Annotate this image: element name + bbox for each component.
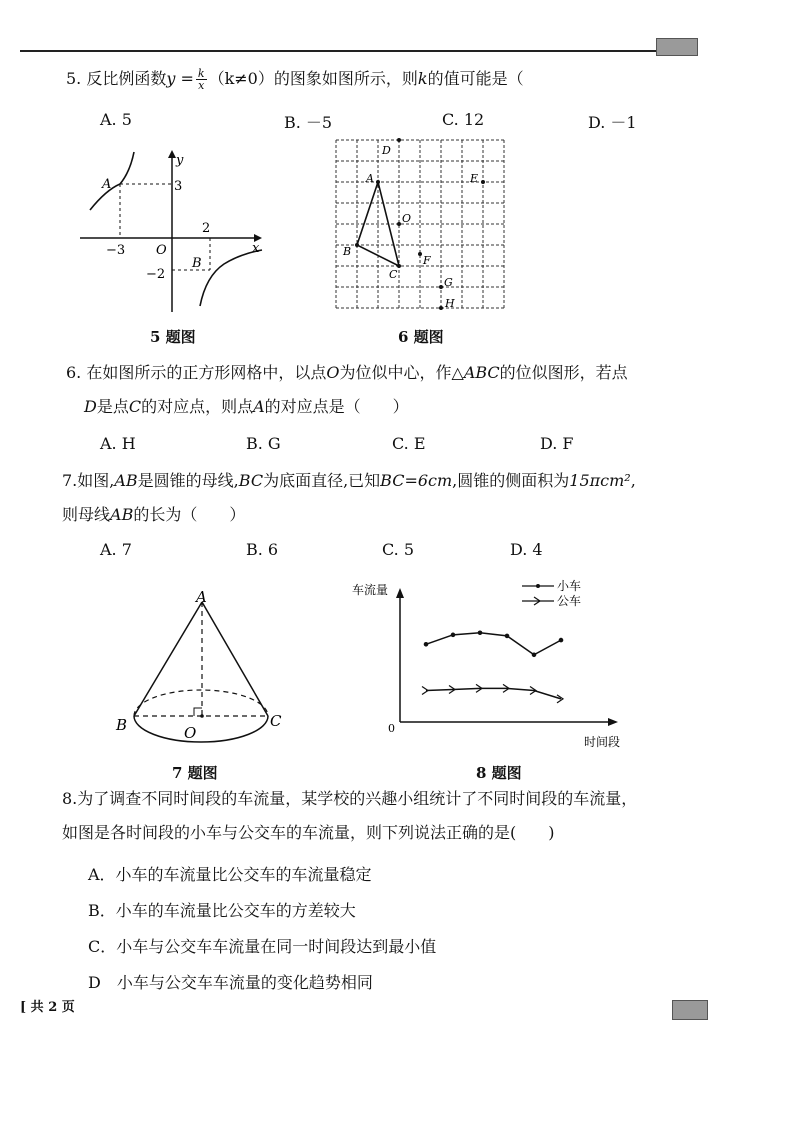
cone-slant-right [202,602,268,716]
tick-neg2: −2 [146,267,166,282]
label-b: B [343,245,352,258]
fraction-numerator: k [197,67,205,80]
q6-d: D [84,397,97,416]
q8-option-a[interactable]: A．小车的车流量比公交车的车流量稳定 [88,865,372,884]
point-d [397,138,401,142]
question-6-line-1 [66,362,628,384]
label-c: C [389,268,398,281]
point-f [418,252,422,256]
x-axis-label: 时间段 [584,735,621,749]
legend-car-marker [536,584,540,588]
q8-option-b[interactable]: B．小车的车流量比公交车的方差较大 [88,901,356,920]
q6-option-a[interactable]: A. H [100,434,136,453]
point-c [397,264,401,268]
figure-5-caption: 5 题图 [150,328,196,346]
q5-fraction [196,68,207,91]
q7-text-b: 是圆锥的母线, [137,471,239,490]
figure-6-caption: 6 题图 [398,328,444,346]
center-label: O [184,724,197,742]
q6-text-e: 的对应点，则点 [141,397,254,416]
question-7-line-2 [62,504,245,526]
point-a [376,180,380,184]
q6-c: C [128,397,142,416]
origin-label: O [156,243,167,258]
cone-slant-left [134,602,202,716]
q5-equation: y = [166,69,194,88]
figure-6-grid [334,138,506,314]
y-axis-label: y [176,153,184,168]
tick-2: 2 [202,221,211,236]
label-h: H [445,297,455,310]
label-e: E [470,172,479,185]
q7-text: 如图, [77,471,115,490]
series-bus-line [426,688,561,699]
footer-stamp-icon [672,1000,708,1020]
q5-text: 反比例函数 [86,69,167,88]
question-number: 8. [62,789,78,808]
tick-neg3: −3 [106,243,126,258]
right-label: C [270,712,282,730]
top-rule [20,50,660,52]
q5-option-d[interactable]: D. －1 [588,113,637,132]
page-count: [ 共 2 页 [20,1000,75,1015]
q8-text-b: 如图是各时间段的小车与公交车的车流量，则下列说法正确的是( ) [62,823,555,842]
scanner-stamp-icon [656,38,698,56]
question-6-line-2 [84,396,409,418]
q6-text-d: 是点 [96,397,129,416]
q5-option-b[interactable]: B. －5 [284,113,333,132]
figure-5-hyperbola [76,146,266,316]
q6-option-c[interactable]: C. E [392,434,426,453]
q8-text: 为了调查不同时间段的车流量，某学校的兴趣小组统计了不同时间段的车流量， [77,789,638,808]
point-b-label: B [192,256,202,271]
q5-text-c: 的值可能是（ [427,69,524,88]
figure-7-caption: 7 题图 [172,764,218,782]
car-point [424,642,429,647]
question-8-line-1 [62,788,637,810]
legend [522,579,581,608]
q7-text-g: 的长为（ ） [133,505,246,524]
q7-option-a[interactable]: A. 7 [100,540,132,559]
cone-base-front [134,716,268,742]
x-axis-label: x [252,241,260,256]
q7-bc-value: BC=6cm [380,471,453,490]
cone-base-back [134,690,268,716]
q5-text-b: 的图象如图所示，则 [273,69,418,88]
label-f: F [423,254,431,267]
q7-ab-2: AB [110,505,134,524]
car-point [451,633,456,638]
q6-a: A [253,397,265,416]
y-axis-arrow-icon [168,150,176,158]
q7-text-d: ,圆锥的侧面积为 [452,471,570,490]
q5-option-c[interactable]: C. 12 [442,110,485,129]
car-point [478,630,483,635]
label-o: O [402,212,412,225]
question-8-line-2 [62,822,555,844]
hyperbola-branch-lower [200,250,262,306]
q8-option-c[interactable]: C．小车与公交车车流量在同一时间段达到最小值 [88,937,437,956]
center-point [200,714,204,718]
q6-abc: ABC [463,363,500,382]
label-d: D [382,144,391,157]
apex-label: A [196,588,207,606]
q7-ab: AB [114,471,138,490]
fraction-denominator: x [198,79,205,92]
label-g: G [444,276,453,289]
y-axis-label: 车流量 [352,583,389,597]
point-o [397,222,401,226]
q6-text-c: 的位似图形，若点 [499,363,628,382]
question-7-line-1 [62,470,636,492]
q7-text-f: 则母线 [62,505,111,524]
q6-o: O [326,363,340,382]
q7-area: 15πcm² [569,471,631,490]
car-point [505,634,510,639]
question-number: 5. [66,69,82,88]
q7-option-b[interactable]: B. 6 [246,540,279,559]
origin-label: 0 [388,722,395,735]
hyperbola-branch-upper [90,152,134,210]
q6-option-b[interactable]: B. G [246,434,281,453]
car-point [559,638,564,643]
point-a-label: A [102,177,112,192]
q5-condition: （k≠0） [208,69,274,88]
question-number: 6. [66,363,82,382]
q7-option-c[interactable]: C. 5 [382,540,415,559]
q6-text-f: 的对应点是（ ） [264,397,409,416]
legend-car-label: 小车 [557,579,582,593]
label-a: A [366,172,374,185]
point-h [439,306,443,310]
series-car-line [426,633,561,655]
tick-3: 3 [174,179,183,194]
point-g [439,285,443,289]
q7-text-c: 为底面直径,已知 [263,471,381,490]
bus-point [422,687,428,695]
point-e [481,180,485,184]
q7-bc: BC [238,471,264,490]
y-axis-arrow-icon [396,588,404,598]
figure-7-cone [112,586,302,756]
q7-option-d[interactable]: D. 4 [510,540,543,559]
q5-option-a[interactable]: A. 5 [100,110,132,129]
q6-text-b: 为位似中心，作△ [339,363,464,382]
question-number: 7. [62,471,78,490]
figure-8-line-chart [352,576,632,752]
legend-bus-label: 公车 [557,594,582,608]
point-b [355,243,359,247]
car-point [532,653,537,658]
q6-text: 在如图所示的正方形网格中，以点 [86,363,327,382]
left-label: B [116,716,128,734]
x-axis-arrow-icon [608,718,618,726]
q5-k: k [417,69,428,88]
plot-area [422,630,563,702]
q6-option-d[interactable]: D. F [540,434,574,453]
question-5 [66,68,524,91]
q7-text-e: , [630,471,636,490]
figure-8-caption: 8 题图 [476,764,522,782]
q8-option-d[interactable]: D 小车与公交车车流量的变化趋势相同 [88,973,373,992]
